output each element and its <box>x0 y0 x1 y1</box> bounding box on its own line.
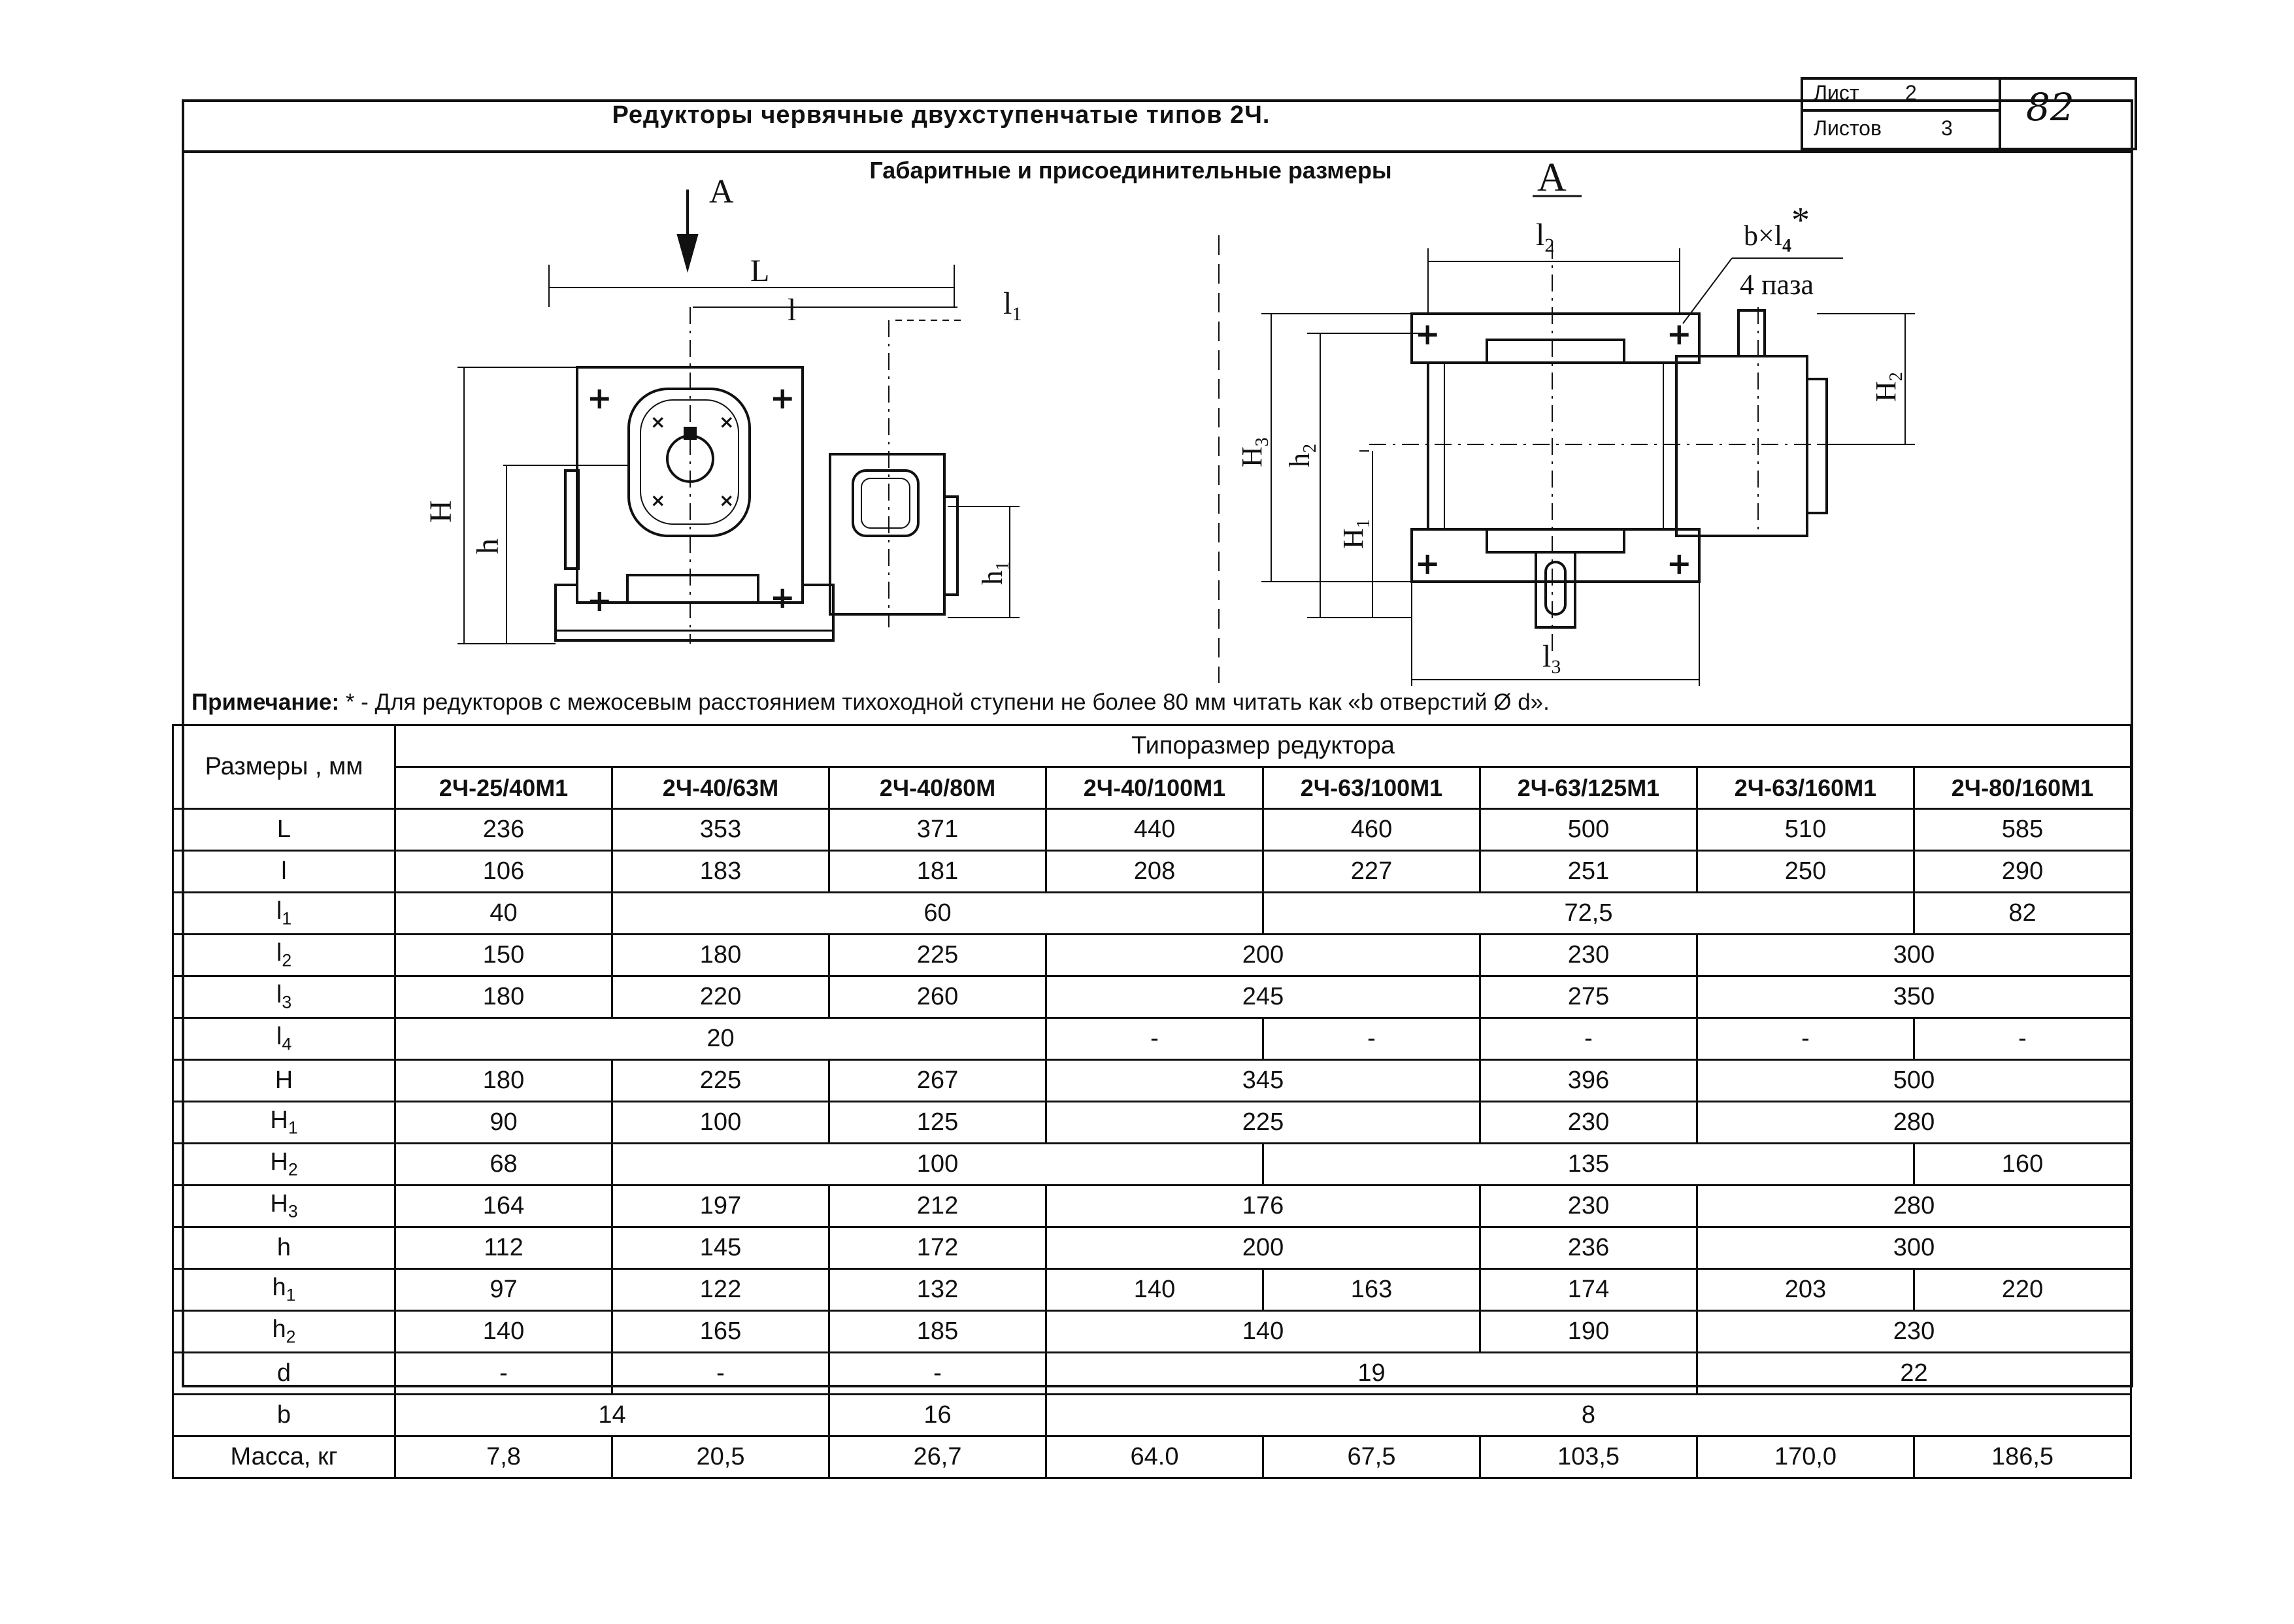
value-cell: 8 <box>1046 1395 2131 1436</box>
value-cell: - <box>1697 1018 1914 1060</box>
param-name: l <box>281 857 287 885</box>
model-header: 2Ч-80/160М1 <box>1914 767 2131 809</box>
dimensions-table-wrap <box>172 724 2132 1479</box>
value-cell: 585 <box>1914 809 2131 851</box>
param-name: L <box>276 816 291 843</box>
slot-count-label: 4 паза <box>1740 269 1814 301</box>
value-cell: 174 <box>1480 1269 1697 1311</box>
bolt-hole-icon: + <box>587 380 612 416</box>
svg-text:×: × <box>650 411 666 433</box>
value-cell: - <box>1914 1018 2131 1060</box>
table-row <box>173 1436 2131 1478</box>
dim-h2-label: $h_2$ <box>1284 444 1320 467</box>
value-cell: 371 <box>829 809 1046 851</box>
value-cell: 16 <box>829 1395 1046 1436</box>
dim-h-label: h <box>471 539 505 554</box>
table-row <box>173 1102 2131 1144</box>
param-cell <box>173 1018 395 1060</box>
dim-l3-label: $l_3$ <box>1542 639 1561 678</box>
param-cell <box>173 851 395 893</box>
param-name: l <box>276 1023 282 1051</box>
bolt-hole-icon: + <box>1667 316 1692 352</box>
value-cell: 190 <box>1480 1311 1697 1353</box>
value-cell: - <box>612 1353 829 1395</box>
section-subtitle: Габаритные и присоединительные размеры <box>869 157 1392 184</box>
value-cell: 220 <box>612 976 829 1018</box>
table-row <box>173 1144 2131 1185</box>
param-subscript: 2 <box>288 1159 298 1180</box>
value-cell: 176 <box>1046 1185 1480 1227</box>
value-cell: 67,5 <box>1263 1436 1480 1478</box>
dims-header: Размеры , мм <box>173 725 395 809</box>
param-subscript: 3 <box>282 992 292 1012</box>
page-title: Редукторы червячные двухступенчатые типов 2Ч. <box>612 101 1271 129</box>
value-cell: 220 <box>1914 1269 2131 1311</box>
param-subscript: 1 <box>286 1285 296 1305</box>
value-cell: 225 <box>612 1060 829 1102</box>
param-subscript: 2 <box>282 950 292 970</box>
dim-l2-label: $l_2$ <box>1536 218 1555 256</box>
value-cell: 353 <box>612 809 829 851</box>
model-header: 2Ч-63/160М1 <box>1697 767 1914 809</box>
value-cell: 140 <box>395 1311 612 1353</box>
param-name: h <box>272 1316 286 1344</box>
value-cell: 212 <box>829 1185 1046 1227</box>
motor-body <box>1676 356 1807 536</box>
param-cell <box>173 1395 395 1436</box>
param-name: H <box>274 1067 293 1094</box>
param-cell <box>173 1144 395 1185</box>
param-cell <box>173 935 395 976</box>
value-cell: 68 <box>395 1144 612 1185</box>
value-cell: 40 <box>395 893 612 935</box>
bolt-hole-icon: + <box>1667 546 1692 581</box>
value-cell: 125 <box>829 1102 1046 1144</box>
param-name: H <box>270 1106 288 1135</box>
table-row <box>173 1395 2131 1436</box>
sheets-value: 3 <box>1941 116 1953 140</box>
param-cell <box>173 1102 395 1144</box>
param-cell <box>173 1060 395 1102</box>
param-name: h <box>276 1234 291 1261</box>
value-cell: - <box>829 1353 1046 1395</box>
value-cell: 100 <box>612 1102 829 1144</box>
value-cell: 236 <box>395 809 612 851</box>
param-subscript: 1 <box>282 908 292 929</box>
value-cell: 97 <box>395 1269 612 1311</box>
svg-text:×: × <box>719 411 735 433</box>
value-cell: - <box>1046 1018 1263 1060</box>
value-cell: 135 <box>1263 1144 1914 1185</box>
dim-l-label: l <box>788 293 797 327</box>
value-cell: - <box>1263 1018 1480 1060</box>
dimensions-table <box>172 724 2132 1479</box>
model-header: 2Ч-63/100М1 <box>1263 767 1480 809</box>
param-name: l <box>276 897 282 925</box>
value-cell: 230 <box>1480 1102 1697 1144</box>
value-cell: 90 <box>395 1102 612 1144</box>
table-row <box>173 1311 2131 1353</box>
param-cell <box>173 976 395 1018</box>
value-cell: 230 <box>1697 1311 2131 1353</box>
model-header: 2Ч-63/125М1 <box>1480 767 1697 809</box>
value-cell: 140 <box>1046 1311 1480 1353</box>
dim-H-label: H <box>424 500 458 523</box>
value-cell: 26,7 <box>829 1436 1046 1478</box>
value-cell: 106 <box>395 851 612 893</box>
table-row <box>173 809 2131 851</box>
table-body <box>173 809 2131 1478</box>
param-name: d <box>276 1359 291 1387</box>
param-name: Масса, кг <box>230 1443 338 1470</box>
param-subscript: 4 <box>282 1034 292 1054</box>
sheet-value: 2 <box>1905 81 1917 105</box>
table-row <box>173 1018 2131 1060</box>
sheet-label: Лист <box>1814 81 1859 105</box>
top-foot <box>1412 314 1699 363</box>
value-cell: 300 <box>1697 1227 2131 1269</box>
value-cell: 163 <box>1263 1269 1480 1311</box>
value-cell: 300 <box>1697 935 2131 976</box>
value-cell: 19 <box>1046 1353 1697 1395</box>
value-cell: 275 <box>1480 976 1697 1018</box>
value-cell: 14 <box>395 1395 829 1436</box>
value-cell: 60 <box>612 893 1263 935</box>
value-cell: 200 <box>1046 1227 1480 1269</box>
value-cell: 122 <box>612 1269 829 1311</box>
value-cell: 500 <box>1480 809 1697 851</box>
value-cell: 172 <box>829 1227 1046 1269</box>
value-cell: 20 <box>395 1018 1046 1060</box>
table-row <box>173 935 2131 976</box>
model-header: 2Ч-40/100М1 <box>1046 767 1263 809</box>
param-cell <box>173 893 395 935</box>
bolt-hole-icon: + <box>770 380 795 416</box>
param-cell <box>173 1185 395 1227</box>
group-header: Типоразмер редуктора <box>395 725 2131 767</box>
value-cell: 197 <box>612 1185 829 1227</box>
value-cell: 185 <box>829 1311 1046 1353</box>
model-header: 2Ч-25/40М1 <box>395 767 612 809</box>
dim-l1-label: $l_1$ <box>1003 286 1022 325</box>
value-cell: 396 <box>1480 1060 1697 1102</box>
value-cell: 180 <box>612 935 829 976</box>
note-label: Примечание: <box>191 689 340 715</box>
value-cell: 180 <box>395 976 612 1018</box>
slot-size-label: $b\times l_4*$ <box>1744 200 1810 256</box>
value-cell: 230 <box>1480 935 1697 976</box>
value-cell: 164 <box>395 1185 612 1227</box>
value-cell: 7,8 <box>395 1436 612 1478</box>
param-name: H <box>270 1190 288 1218</box>
value-cell: 280 <box>1697 1102 2131 1144</box>
value-cell: 350 <box>1697 976 2131 1018</box>
param-subscript: 3 <box>288 1201 298 1221</box>
view-marker-label: A <box>1537 156 1567 200</box>
param-cell <box>173 1311 395 1353</box>
table-row <box>173 976 2131 1018</box>
value-cell: 510 <box>1697 809 1914 851</box>
param-cell <box>173 1269 395 1311</box>
view-arrow-label: A <box>709 173 734 210</box>
value-cell: 460 <box>1263 809 1480 851</box>
dim-H2-label: $H_2$ <box>1870 372 1906 402</box>
svg-text:×: × <box>719 489 735 511</box>
value-cell: 208 <box>1046 851 1263 893</box>
value-cell: 225 <box>829 935 1046 976</box>
bolt-hole-icon: + <box>1415 316 1440 352</box>
value-cell: 500 <box>1697 1060 2131 1102</box>
table-row <box>173 851 2131 893</box>
dim-h1-label: $h_1$ <box>976 561 1013 585</box>
param-cell <box>173 1353 395 1395</box>
value-cell: - <box>395 1353 612 1395</box>
param-name: b <box>276 1401 291 1429</box>
model-header-row <box>173 767 2131 809</box>
note <box>191 689 1550 716</box>
value-cell: 183 <box>612 851 829 893</box>
value-cell: 250 <box>1697 851 1914 893</box>
value-cell: 145 <box>612 1227 829 1269</box>
param-name: h <box>272 1274 286 1302</box>
param-cell <box>173 1227 395 1269</box>
table-row <box>173 1353 2131 1395</box>
value-cell: 100 <box>612 1144 1263 1185</box>
value-cell: 64.0 <box>1046 1436 1263 1478</box>
value-cell: 267 <box>829 1060 1046 1102</box>
gearbox-drawings <box>182 153 2133 689</box>
value-cell: 200 <box>1046 935 1480 976</box>
param-name: l <box>276 981 282 1009</box>
value-cell: 260 <box>829 976 1046 1018</box>
value-cell: 140 <box>1046 1269 1263 1311</box>
value-cell: 72,5 <box>1263 893 1914 935</box>
value-cell: 150 <box>395 935 612 976</box>
page-number: 82 <box>2026 85 2074 129</box>
value-cell: 345 <box>1046 1060 1480 1102</box>
sheet-info-divider <box>1999 77 2001 150</box>
value-cell: 236 <box>1480 1227 1697 1269</box>
value-cell: 22 <box>1697 1353 2131 1395</box>
model-header: 2Ч-40/80М <box>829 767 1046 809</box>
dim-L-label: L <box>750 254 770 288</box>
sheets-label: Листов <box>1814 116 1882 140</box>
param-cell <box>173 1436 395 1478</box>
table-row <box>173 1185 2131 1227</box>
value-cell: 225 <box>1046 1102 1480 1144</box>
value-cell: 230 <box>1480 1185 1697 1227</box>
value-cell: 203 <box>1697 1269 1914 1311</box>
table-row <box>173 1227 2131 1269</box>
value-cell: 227 <box>1263 851 1480 893</box>
bolt-hole-icon: + <box>1415 546 1440 581</box>
value-cell: 170,0 <box>1697 1436 1914 1478</box>
value-cell: 181 <box>829 851 1046 893</box>
value-cell: 20,5 <box>612 1436 829 1478</box>
value-cell: 180 <box>395 1060 612 1102</box>
value-cell: 186,5 <box>1914 1436 2131 1478</box>
bolt-hole-icon: + <box>587 583 612 618</box>
value-cell: 132 <box>829 1269 1046 1311</box>
table-row <box>173 1269 2131 1311</box>
dim-H3-label: $H_3$ <box>1236 437 1272 467</box>
value-cell: 165 <box>612 1311 829 1353</box>
table-row <box>173 1060 2131 1102</box>
table-row <box>173 893 2131 935</box>
value-cell: 82 <box>1914 893 2131 935</box>
value-cell: 245 <box>1046 976 1480 1018</box>
value-cell: 103,5 <box>1480 1436 1697 1478</box>
bottom-foot <box>1412 529 1699 582</box>
model-header: 2Ч-40/63М <box>612 767 829 809</box>
param-subscript: 1 <box>288 1118 298 1138</box>
bolt-hole-icon: + <box>770 580 795 615</box>
dim-H1-label: $H_1$ <box>1337 519 1374 549</box>
note-text: * - Для редукторов с межосевым расстоянием тихоходной ступени не более 80 мм читать как «b отверстий Ø d». <box>339 689 1550 715</box>
param-name: H <box>270 1148 288 1176</box>
value-cell: 290 <box>1914 851 2131 893</box>
param-name: l <box>276 939 282 967</box>
value-cell: - <box>1480 1018 1697 1060</box>
param-cell <box>173 809 395 851</box>
value-cell: 440 <box>1046 809 1263 851</box>
value-cell: 251 <box>1480 851 1697 893</box>
value-cell: 160 <box>1914 1144 2131 1185</box>
lower-shaft <box>1536 552 1575 627</box>
svg-text:×: × <box>650 489 666 511</box>
value-cell: 280 <box>1697 1185 2131 1227</box>
value-cell: 112 <box>395 1227 612 1269</box>
view-arrow-head <box>678 235 697 268</box>
param-subscript: 2 <box>286 1327 296 1347</box>
sheet-info-divider <box>1801 109 2000 112</box>
